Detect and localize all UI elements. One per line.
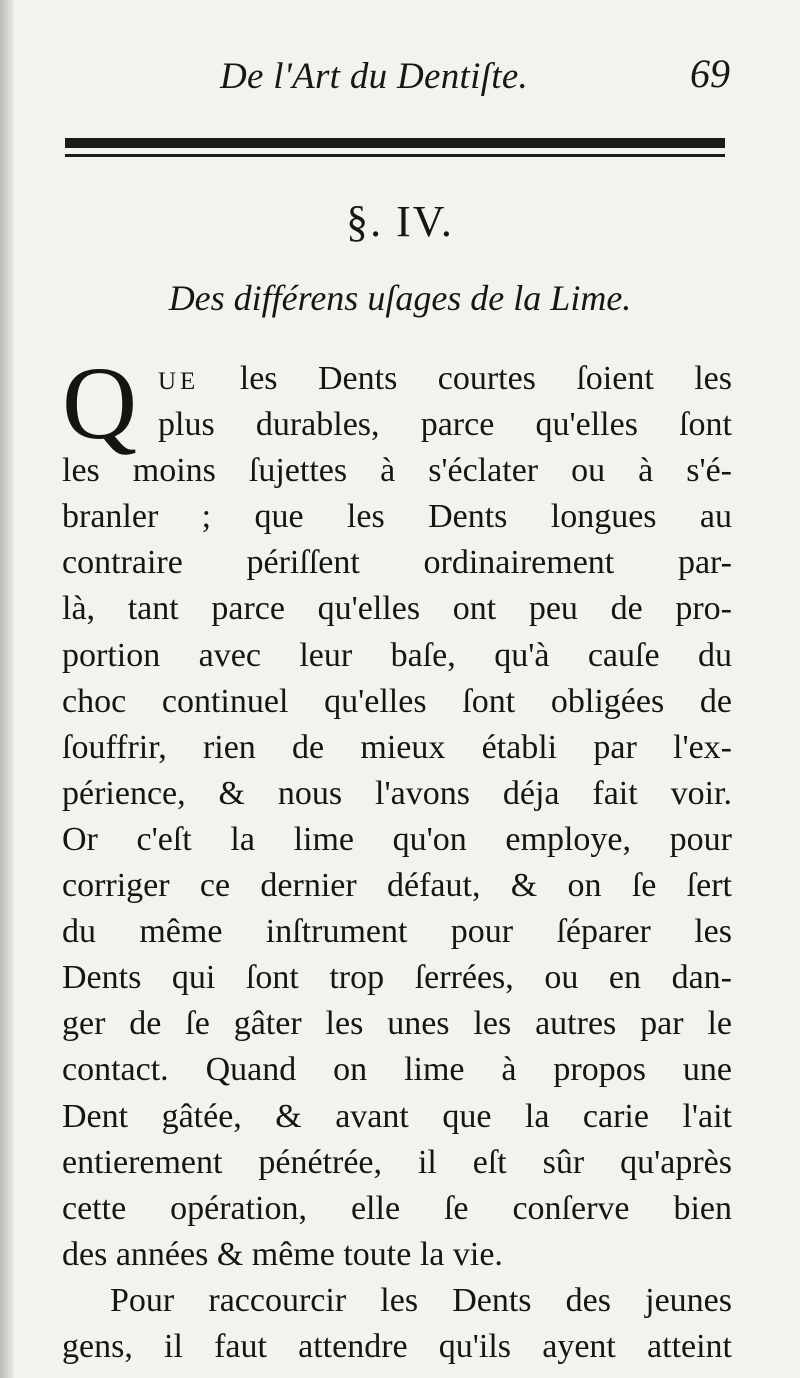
text-line: Dents qui ſont trop ſerrées, ou en dan- xyxy=(62,959,732,997)
header-rule-thick xyxy=(65,138,725,148)
text-line: contraire périſſent ordinairement par- xyxy=(62,544,732,582)
page-header xyxy=(60,42,740,112)
text-line: Pour raccourcir les Dents des jeunes xyxy=(110,1281,732,1319)
small-caps-word: UE xyxy=(158,368,200,395)
text-line: gens, il faut attendre qu'ils ayent atteint xyxy=(62,1327,732,1365)
text-line: du même inſtrument pour ſéparer les xyxy=(62,913,732,951)
header-rule-thin xyxy=(65,154,725,157)
text-line: ger de ſe gâter les unes les autres par le xyxy=(62,1005,732,1043)
text-line: cette opération, elle ſe conſerve bien xyxy=(62,1189,732,1227)
text-line: ſouffrir, rien de mieux établi par l'ex- xyxy=(62,728,732,766)
text-line: des années & même toute la vie. xyxy=(62,1235,503,1273)
text-line: les moins ſujettes à s'éclater ou à s'é- xyxy=(62,452,732,490)
text-line: portion avec leur baſe, qu'à cauſe du xyxy=(62,636,732,674)
text-line: entierement pénétrée, il eſt sûr qu'après xyxy=(62,1143,732,1181)
text-line: Dent gâtée, & avant que la carie l'ait xyxy=(62,1097,732,1135)
text-line: là, tant parce qu'elles ont peu de pro- xyxy=(62,590,732,628)
text-line: Or c'eſt la lime qu'on employe, pour xyxy=(62,820,732,858)
section-number: §. IV. xyxy=(346,197,454,246)
page-number: 69 xyxy=(690,51,730,96)
running-title: De l'Art du Dentiſte. xyxy=(220,56,529,97)
drop-cap: Q xyxy=(62,346,138,461)
text-line: contact. Quand on lime à propos une xyxy=(62,1051,732,1089)
body-text xyxy=(62,346,732,1370)
text-line: UE les Dents courtes ſoient les xyxy=(158,360,732,397)
text-line: choc continuel qu'elles ſont obligées de xyxy=(62,682,732,720)
text-line: périence, & nous l'avons déja fait voir. xyxy=(62,774,732,812)
text-line: plus durables, parce qu'elles ſont xyxy=(158,406,732,444)
text-line: corriger ce dernier défaut, & on ſe ſert xyxy=(62,867,732,905)
text-line: branler ; que les Dents longues au xyxy=(62,498,732,536)
section-title: Des différens uſages de la Lime. xyxy=(168,278,632,318)
